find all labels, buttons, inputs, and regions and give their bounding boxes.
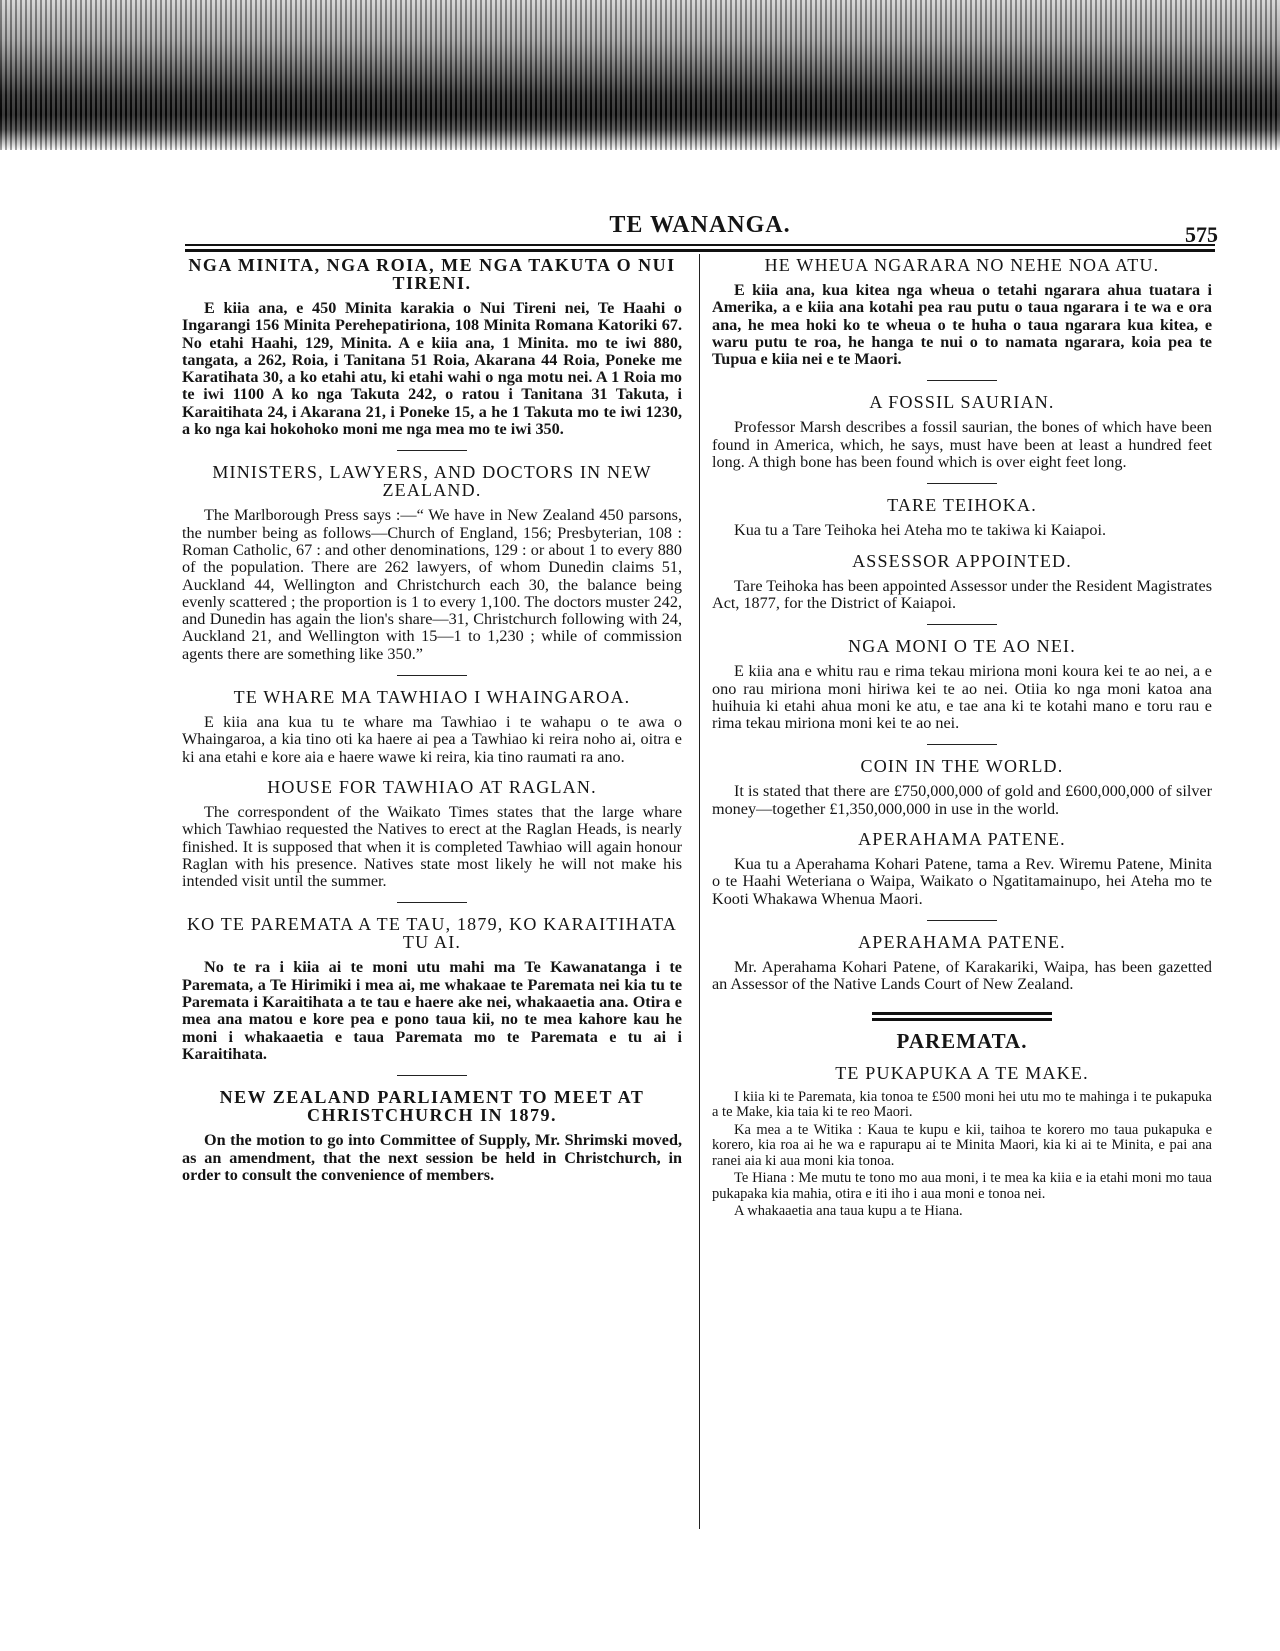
column-divider	[699, 254, 700, 1529]
article-coin-world	[712, 757, 1212, 818]
separator	[397, 902, 467, 903]
article-body: E kiia ana kua tu te whare ma Tawhiao i te wahapu o te awa o Whaingaroa, a kia tino oti ka haere ai pea a Tawhiao ki reira noho ai, oitra e ki ana etahi e kore aia e haere wawe ki reira, kia tino raumati ra ano.	[182, 713, 682, 766]
article-heading: KO TE PAREMATA A TE TAU, 1879, KO KARAITIHATA TU AI.	[186, 914, 678, 953]
article-body: Professor Marsh describes a fossil saurian, the bones of which have been found in America, which, he says, must have been at least a hundred feet long. A thigh bone has been found which is over eight feet long.	[712, 418, 1212, 472]
article-body: On the motion to go into Committee of Supply, Mr. Shrimski moved, as an amendment, that the next session be held in Christchurch, in order to consult the convenience of members.	[182, 1131, 682, 1184]
article-tare-teihoka	[712, 496, 1212, 539]
paremata-subheading: TE PUKAPUKA A TE MAKE.	[835, 1062, 1089, 1083]
article-body: It is stated that there are £750,000,000 of gold and £600,000,000 of silver money—together £1,350,000,000 in use in the world.	[712, 782, 1212, 818]
separator	[927, 744, 997, 745]
article-paremata	[712, 1029, 1212, 1220]
article-body: The Marlborough Press says :—“ We have in New Zealand 450 parsons, the number being as follows—Church of England, 156; Presbyterian, 108 : Roman Catholic, 67 : and other denominations, 129 : or about 1 to every 880 of the population. There are 262 lawyers, of whom Dunedin claims 51, Auckland 44, Wellington and Christchurch each 30, the balance being evenly scattered ; the proportion is 1 to every 1,100. The doctors muster 242, and Dunedin has again the lion's share—31, Christchurch following with 24, Auckland 21, and Wellington with 15—1 to 1,230 ; while of commission agents there are something like 350.”	[182, 506, 682, 663]
paremata-paragraph: A whakaaetia ana taua kupu a te Hiana.	[734, 1203, 963, 1220]
article-heading: MINISTERS, LAWYERS, AND DOCTORS IN NEW ZEALAND.	[212, 462, 652, 501]
header-rule	[185, 244, 1215, 246]
paremata-paragraph: Te Hiana : Me mutu te tono mo aua moni, i te mea ka kiia e ia etahi moni mo taua pukapaka kia mahia, otira e iti iho i aua moni e tonoa nei.	[712, 1170, 1212, 1202]
article-body: No te ra i kiia ai te moni utu mahi ma Te Kawanatanga i te Paremata, a Te Hirimiki i mea ai, me whakaae te Paremata nei kia tu te Paremata i Karaitihata a te tau e haere ake nei, whakaaetia ana. Otira e mea ana matou e kore pea e pono taua kii, no te mea kahore kau he moni i whakaaetia e taua Paremata mo te Paremata e tu ai i Karaitihata.	[182, 958, 682, 1063]
article-ministers-lawyers	[182, 463, 682, 663]
article-te-whare	[182, 688, 682, 766]
page-number: 575	[1185, 222, 1218, 247]
article-nga-moni	[712, 637, 1212, 732]
article-aperahama-maori	[712, 830, 1212, 908]
article-heading: APERAHAMA PATENE.	[858, 829, 1066, 850]
scan-edge	[0, 0, 1280, 150]
article-heading: ASSESSOR APPOINTED.	[852, 550, 1072, 571]
separator	[927, 483, 997, 484]
article-assessor-appointed	[712, 552, 1212, 613]
article-heading: A FOSSIL SAURIAN.	[869, 392, 1055, 413]
article-heading: TE WHARE MA TAWHIAO I WHAINGAROA.	[233, 687, 631, 708]
article-body: Mr. Aperahama Kohari Patene, of Karakariki, Waipa, has been gazetted an Assessor of the Native Lands Court of New Zealand.	[712, 957, 1212, 994]
separator	[927, 380, 997, 381]
separator	[397, 1075, 467, 1076]
left-column	[182, 254, 682, 1196]
article-aperahama-english	[712, 933, 1212, 994]
article-body: E kiia ana, e 450 Minita karakia o Nui Tireni nei, Te Haahi o Ingarangi 156 Minita Perehepatiriona, 108 Minita Romana Katoriki 67. No etahi Haahi, 129, Minita. A e kiia ana, 1 Minita. mo te iwi 880, tangata, a 262, Roia, i Tanitana 51 Roia, Akarana 44 Roia, Poneke me Karatihata 30, a ko etahi atu, ki etahi wahi o nga motu nei. A 1 Roia mo te iwi 1100 A ko nga Takuta 242, o ratou i Tanitana 31 Takuta, i Karaitihata 24, i Akarana 21, i Poneke 15, a he 1 Takuta mo te iwi 1230, a ko nga kai hokohoko moni me nga mea mo te iwi 350.	[182, 299, 682, 439]
article-house-raglan	[182, 778, 682, 890]
article-body: Kua tu a Aperahama Kohari Patene, tama a Rev. Wiremu Patene, Minita o te Haahi Weteriana o Waipa, Waikato o Ngatitamainupo, hei Ateha mo te Kooti Whakawa Whenua Maori.	[712, 855, 1212, 908]
rule-line	[872, 1012, 1052, 1015]
article-heading: NGA MONI O TE AO NEI.	[848, 636, 1076, 657]
article-heading: NGA MINITA, NGA ROIA, ME NGA TAKUTA O NUI TIRENI.	[188, 255, 676, 293]
article-nga-minita	[182, 256, 682, 438]
article-nz-parliament	[182, 1088, 682, 1184]
article-he-wheua	[712, 256, 1212, 368]
article-heading: COIN IN THE WORLD.	[860, 756, 1064, 777]
article-heading: HOUSE FOR TAWHIAO AT RAGLAN.	[267, 776, 597, 797]
article-heading: NEW ZEALAND PARLIAMENT TO MEET AT CHRISTCHURCH IN 1879.	[219, 1087, 645, 1126]
paremata-title: PAREMATA.	[896, 1028, 1028, 1053]
right-column	[712, 254, 1212, 1232]
page-header	[185, 212, 1218, 247]
article-heading: APERAHAMA PATENE.	[858, 931, 1066, 952]
article-body: The correspondent of the Waikato Times states that the large whare which Tawhiao requested the Natives to erect at the Raglan Heads, is nearly finished. It is supposed that when it is completed Tawhiao will again honour Raglan with his presence. Natives state most likely he will not make his intended visit until the summer.	[182, 802, 682, 891]
separator	[927, 920, 997, 921]
article-body: Tare Teihoka has been appointed Assessor under the Resident Magistrates Act, 1877, for the District of Kaiapoi.	[712, 576, 1212, 612]
paremata-rules	[712, 1012, 1212, 1021]
separator	[927, 624, 997, 625]
article-body: E kiia ana e whitu rau e rima tekau miriona moni koura kei te ao nei, a e ono rau miriona moni hiriwa kei te ao nei. Otiia ko nga moni katoa ana huihuia ki etahi ahua moni ke atu, e tae ana ki te kotahi mano e toru rau e rima tekau miriona moni kei te ao nei.	[712, 662, 1212, 733]
newspaper-page	[0, 150, 1280, 1651]
article-body: Kua tu a Tare Teihoka hei Ateha mo te takiwa ki Kaiapoi.	[734, 521, 1107, 540]
article-paremata-1879	[182, 915, 682, 1063]
article-heading: TARE TEIHOKA.	[887, 495, 1037, 516]
separator	[397, 450, 467, 451]
article-fossil-saurian	[712, 393, 1212, 471]
rule-line	[872, 1018, 1052, 1021]
article-heading: HE WHEUA NGARARA NO NEHE NOA ATU.	[764, 255, 1160, 275]
article-body: E kiia ana, kua kitea nga wheua o tetahi ngarara ahua tuatara i Amerika, a e kiia ana kotahi pea rau putu o taua ngarara i te wa e ora ana, he mea hoki ko te wheua o te huha o taua ngarara kua kitea, e waru putu te roa, he hanga te nui o to namata ngarara, koia pea te Tupua e kiia nei e te Maori.	[712, 281, 1212, 369]
paremata-paragraph: Ka mea a te Witika : Kaua te kupu e kii, taihoa te korero mo taua pukapuka e korero, kia roa ai he wa e rapurapu ai te Minita Maori, kia ki ai te Minita, e pai ana ranei aia ki aua moni kia tonoa.	[712, 1121, 1212, 1169]
newspaper-title: TE WANANGA.	[609, 212, 791, 238]
separator	[397, 675, 467, 676]
paremata-paragraph: I kiia ki te Paremata, kia tonoa te £500 moni hei utu mo te mahinga i te pukapuka a te Make, kia taia ki te reo Maori.	[712, 1088, 1212, 1121]
header-rule-thick	[185, 249, 1215, 252]
